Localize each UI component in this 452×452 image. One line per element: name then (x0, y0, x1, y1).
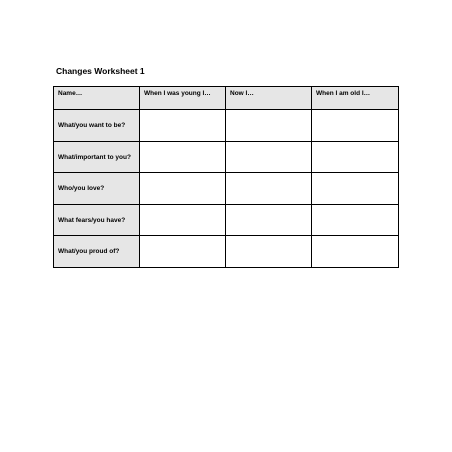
row-label: What/important to you? (54, 141, 140, 173)
answer-cell[interactable] (140, 110, 226, 142)
answer-cell[interactable] (140, 141, 226, 173)
answer-cell[interactable] (312, 236, 399, 268)
header-row (54, 87, 399, 110)
header-cell-old: When I am old I… (312, 87, 399, 110)
table-row (54, 173, 399, 205)
page-title: Changes Worksheet 1 (56, 66, 145, 76)
row-label: What/you want to be? (54, 110, 140, 142)
row-label: What fears/you have? (54, 204, 140, 236)
answer-cell[interactable] (226, 173, 312, 205)
row-label: What/you proud of? (54, 236, 140, 268)
answer-cell[interactable] (312, 110, 399, 142)
answer-cell[interactable] (140, 236, 226, 268)
table-row (54, 204, 399, 236)
answer-cell[interactable] (312, 141, 399, 173)
answer-cell[interactable] (226, 204, 312, 236)
header-cell-now: Now I… (226, 87, 312, 110)
header-cell-name: Name… (54, 87, 140, 110)
answer-cell[interactable] (140, 204, 226, 236)
table-row (54, 141, 399, 173)
changes-worksheet-table (53, 86, 399, 268)
answer-cell[interactable] (312, 204, 399, 236)
header-cell-young: When I was young I… (140, 87, 226, 110)
answer-cell[interactable] (140, 173, 226, 205)
answer-cell[interactable] (312, 173, 399, 205)
answer-cell[interactable] (226, 110, 312, 142)
answer-cell[interactable] (226, 236, 312, 268)
answer-cell[interactable] (226, 141, 312, 173)
row-label: Who/you love? (54, 173, 140, 205)
table-row (54, 110, 399, 142)
table-row (54, 236, 399, 268)
